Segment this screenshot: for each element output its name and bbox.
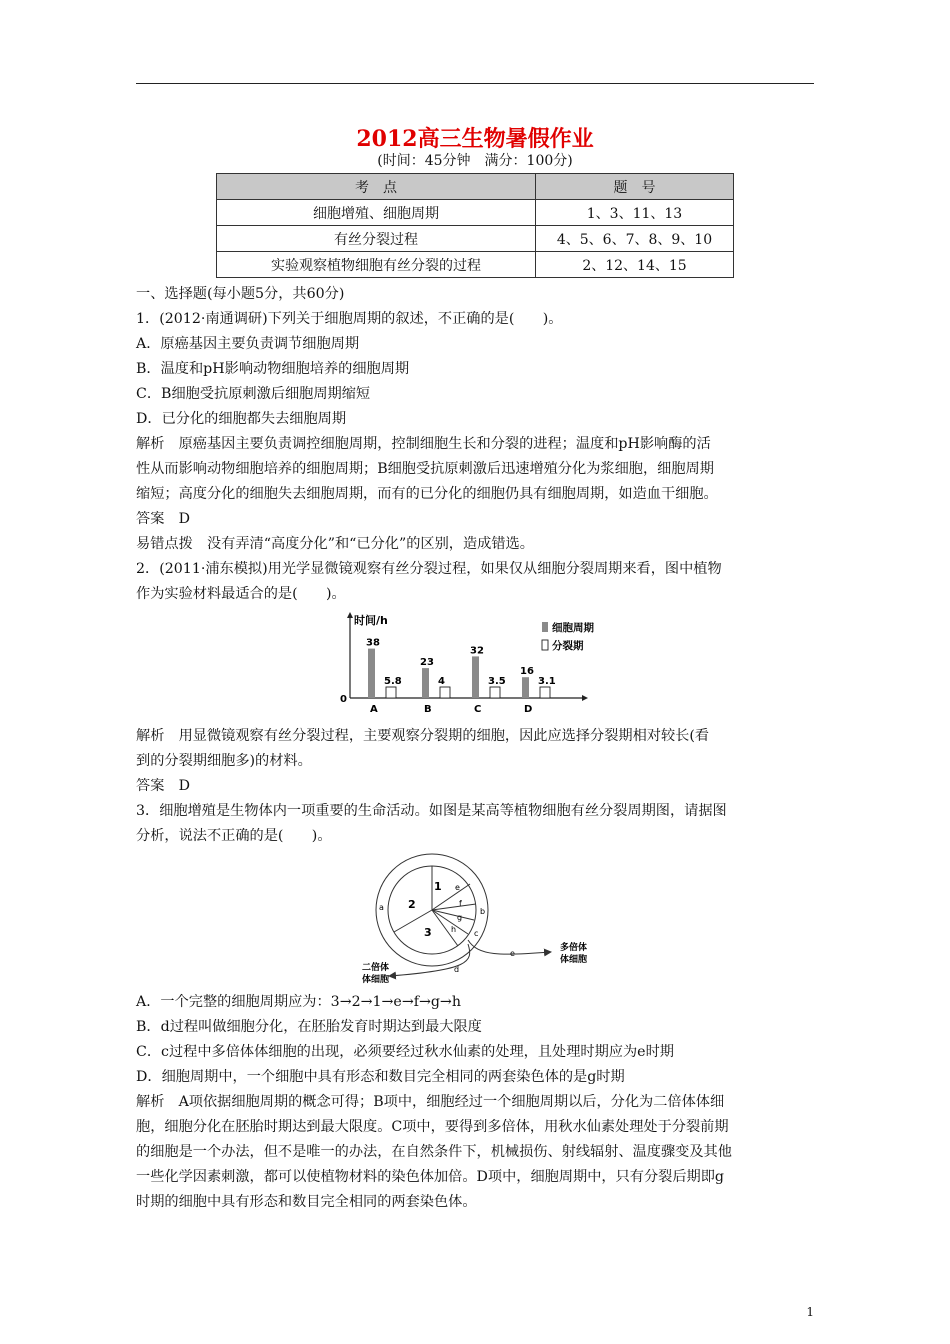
phase-label: h [451, 925, 457, 934]
section-heading: 一、选择题(每小题5分，共60分) [136, 286, 345, 302]
q2-answer: 答案 D [136, 778, 190, 794]
bar-cycle [522, 677, 529, 698]
page-number: 1 [806, 1305, 814, 1319]
sector-label: 2 [408, 898, 416, 911]
data-label: 32 [470, 645, 484, 657]
arc-label: b [480, 907, 486, 916]
q2-analysis-line: 解析 用显微镜观察有丝分裂过程，主要观察分裂期的细胞，因此应选择分裂期相对较长(看 [136, 728, 710, 744]
q3-analysis-line: 时期的细胞中具有形态和数目完全相同的两套染色体。 [136, 1194, 477, 1210]
table-cell: 2、12、14、15 [536, 252, 734, 278]
sector-label: 1 [434, 880, 442, 893]
arc-label: a [379, 903, 384, 912]
q1-option-a: A．原癌基因主要负责调节细胞周期 [136, 336, 360, 352]
phase-label: g [457, 913, 463, 922]
q3-stem-line: 3．细胞增殖是生物体内一项重要的生命活动。如图是某高等植物细胞有丝分裂周期图，请据图 [136, 803, 727, 819]
arc-label: c [474, 929, 479, 938]
bar-cycle [472, 656, 479, 698]
category-label: A [370, 704, 378, 715]
phase-label: f [459, 899, 462, 908]
q2-stem-line: 作为实验材料最适合的是( )。 [136, 586, 346, 602]
q3-analysis-line: 的细胞是一个办法，但不是唯一的办法，在自然条件下，机械损伤、射线辐射、温度骤变及其他 [136, 1144, 732, 1160]
document-subtitle: (时间：45分钟 满分：100分) [377, 153, 573, 169]
table-header-topic: 考 点 [217, 174, 536, 200]
data-label: 16 [520, 666, 534, 678]
q1-analysis-line: 性从而影响动物细胞培养的细胞周期；B细胞受抗原刺激后迅速增殖分化为浆细胞，细胞周期 [136, 461, 714, 477]
q1-option-d: D．已分化的细胞都失去细胞周期 [136, 411, 347, 427]
legend-swatch-cycle [542, 622, 548, 632]
legend-swatch-division [542, 640, 548, 650]
table-header-row [217, 174, 734, 200]
sector-label: 3 [424, 926, 432, 939]
data-label: 38 [366, 637, 380, 649]
q1-stem: 1．(2012·南通调研)下列关于细胞周期的叙述，不正确的是( )。 [136, 311, 563, 327]
q2-analysis-line: 到的分裂期细胞多)的材料。 [136, 753, 312, 769]
question-block-3 [136, 990, 816, 1215]
y-axis-arrow [347, 612, 353, 618]
data-label: 4 [438, 676, 445, 687]
question-block-2 [136, 724, 816, 849]
origin-label: 0 [340, 694, 347, 705]
cell-cycle-diagram [350, 852, 610, 987]
q1-analysis-line: 解析 原癌基因主要负责调控细胞周期，控制细胞生长和分裂的进程；温度和pH影响酶的活 [136, 436, 711, 452]
q1-error-tip: 易错点拨 没有弄清“高度分化”和“已分化”的区别，造成错选。 [136, 536, 534, 552]
q3-analysis-line: 一些化学因素刺激，都可以使植物材料的染色体加倍。D项中，细胞周期中，只有分裂后期即g [136, 1169, 724, 1185]
data-label: 3.5 [488, 676, 506, 687]
q3-option-c: C．c过程中多倍体体细胞的出现，必须要经过秋水仙素的处理，且处理时期应为e时期 [136, 1044, 674, 1060]
category-label: C [474, 704, 482, 715]
legend-label: 分裂期 [552, 640, 584, 652]
legend-label: 细胞周期 [552, 622, 594, 634]
bar-division [386, 687, 396, 698]
question-block-1 [136, 282, 816, 607]
header-rule [136, 83, 814, 84]
diploid-label: 体细胞 [362, 975, 390, 985]
data-label: 23 [420, 657, 434, 669]
q3-analysis-line: 解析 A项依据细胞周期的概念可得；B项中，细胞经过一个细胞周期以后，分化为二倍体体细 [136, 1094, 725, 1110]
table-cell: 细胞增殖、细胞周期 [217, 200, 536, 226]
q2-stem-line: 2．(2011·浦东模拟)用光学显微镜观察有丝分裂过程，如果仅从细胞分裂周期来看，图中植物 [136, 561, 722, 577]
q1-analysis-line: 缩短；高度分化的细胞失去细胞周期，而有的已分化的细胞仍具有细胞周期，如造血干细胞。 [136, 486, 718, 502]
bar-cycle [422, 668, 429, 698]
diploid-label: 二倍体 [362, 963, 390, 973]
q1-answer: 答案 D [136, 511, 190, 527]
table-row [217, 200, 734, 226]
q3-stem-line: 分析，说法不正确的是( )。 [136, 828, 332, 844]
q3-option-a: A．一个完整的细胞周期应为：3→2→1→e→f→g→h [136, 994, 461, 1010]
table-cell: 1、3、11、13 [536, 200, 734, 226]
arc-label: d [454, 965, 460, 974]
bar-division [540, 687, 550, 698]
phase-label: e [455, 883, 460, 892]
q1-option-b: B．温度和pH影响动物细胞培养的细胞周期 [136, 361, 410, 377]
q3-option-d: D．细胞周期中，一个细胞中具有形态和数目完全相同的两套染色体的是g时期 [136, 1069, 625, 1085]
bar-division [440, 687, 450, 698]
table-cell: 4、5、6、7、8、9、10 [536, 226, 734, 252]
polyploid-label: 多倍体 [560, 943, 588, 953]
arc-label: e [510, 949, 515, 958]
category-label: D [524, 704, 533, 715]
topics-table [216, 173, 734, 278]
y-axis-label: 时间/h [354, 614, 388, 627]
q1-option-c: C．B细胞受抗原刺激后细胞周期缩短 [136, 386, 371, 402]
arrow-to-polyploid [468, 940, 550, 954]
bar-cycle [368, 649, 375, 698]
cell-cycle-bar-chart [336, 610, 616, 720]
table-cell: 有丝分裂过程 [217, 226, 536, 252]
data-label: 3.1 [538, 676, 556, 687]
table-row [217, 252, 734, 278]
q3-analysis-line: 胞，细胞分化在胚胎时期达到最大限度。C项中，要得到多倍体，用秋水仙素处理处于分裂前期 [136, 1119, 729, 1135]
table-header-questions: 题 号 [536, 174, 734, 200]
table-row [217, 226, 734, 252]
document-title: 2012高三生物暑假作业 [356, 126, 594, 152]
q3-option-b: B．d过程叫做细胞分化，在胚胎发育时期达到最大限度 [136, 1019, 482, 1035]
category-label: B [424, 704, 432, 715]
data-label: 5.8 [384, 676, 402, 687]
table-cell: 实验观察植物细胞有丝分裂的过程 [217, 252, 536, 278]
bar-division [490, 687, 500, 698]
x-axis-arrow [582, 695, 588, 701]
polyploid-label: 体细胞 [560, 955, 588, 965]
